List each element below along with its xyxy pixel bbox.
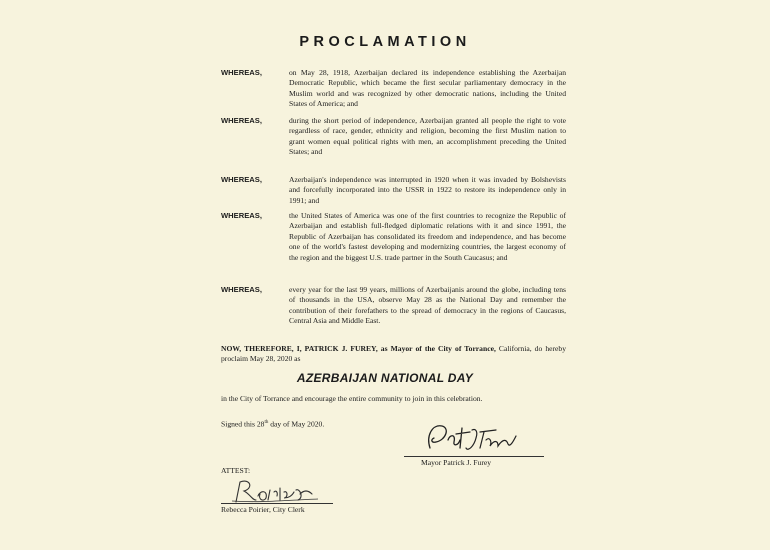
clause-label: WHEREAS, bbox=[221, 175, 262, 184]
clause-text: the United States of America was one of the first countries to recognize the Republic of Azerbaijan and establish full-fledged diplomatic relations with it and since 1991, the Republic of Azerbaijan has consolidated its freedom and independence, and has become one of the world's fastest developing and modernizing countries, the largest economy of the region and the biggest U.S. trade partner in the South Caucasus; and bbox=[289, 211, 566, 262]
proclaim-paragraph bbox=[221, 344, 566, 365]
signed-pre: Signed this 28 bbox=[221, 419, 265, 429]
clause-label: WHEREAS, bbox=[221, 68, 262, 77]
clause-text: on May 28, 1918, Azerbaijan declared its independence establishing the Azerbaijan Democratic Republic, which became the first secular parliamentary democracy in the Muslim world and was recognized by other democratic nations, including the United States of America; and bbox=[289, 68, 566, 109]
clerk-name: Rebecca Poirier, City Clerk bbox=[221, 505, 305, 514]
clause-text: during the short period of independence, Azerbaijan granted all people the right to vote regardless of race, gender, ethnicity and religion, becoming the first Muslim nation to grant women equal political rights with men, an accomplishment preceding the United States; and bbox=[289, 116, 566, 157]
clerk-signature-line bbox=[221, 503, 333, 504]
signed-sup: th bbox=[264, 420, 269, 425]
clerk-signature bbox=[230, 476, 320, 506]
mayor-signature bbox=[420, 418, 520, 458]
whereas-clause-4 bbox=[221, 211, 566, 263]
page-title: PROCLAMATION bbox=[299, 34, 471, 50]
attest-label: ATTEST: bbox=[221, 466, 251, 475]
proclaim-rest: California, do hereby proclaim May 28, 2020 as bbox=[221, 344, 566, 364]
encourage-paragraph: in the City of Torrance and encourage the entire community to join in this celebration. bbox=[221, 394, 483, 403]
national-day-title: AZERBAIJAN NATIONAL DAY bbox=[296, 371, 474, 385]
mayor-signature-line bbox=[404, 456, 544, 457]
whereas-clause-1 bbox=[221, 68, 566, 110]
whereas-clause-5 bbox=[221, 285, 566, 327]
clause-text: every year for the last 99 years, millions of Azerbaijanis around the globe, including tens of thousands in the USA, observe May 28 as the National Day and remember the contribution of their forefathers to the spread of democracy in the regions of Caucasus, Central Asia and Middle East. bbox=[289, 285, 566, 326]
clause-label: WHEREAS, bbox=[221, 116, 262, 125]
mayor-name: Mayor Patrick J. Furey bbox=[421, 458, 492, 467]
proclaim-bold: NOW, THEREFORE, I, PATRICK J. FUREY, as Mayor of the City of Torrance, bbox=[221, 344, 496, 353]
clause-label: WHEREAS, bbox=[221, 285, 262, 294]
signed-post: day of May 2020. bbox=[268, 419, 325, 429]
whereas-clause-3 bbox=[221, 175, 566, 206]
clause-label: WHEREAS, bbox=[221, 211, 262, 220]
clause-text: Azerbaijan's independence was interrupted in 1920 when it was invaded by Bolshevists and forcefully incorporated into the USSR in 1922 to restore its independence only in 1991; and bbox=[289, 175, 566, 205]
whereas-clause-2 bbox=[221, 116, 566, 158]
